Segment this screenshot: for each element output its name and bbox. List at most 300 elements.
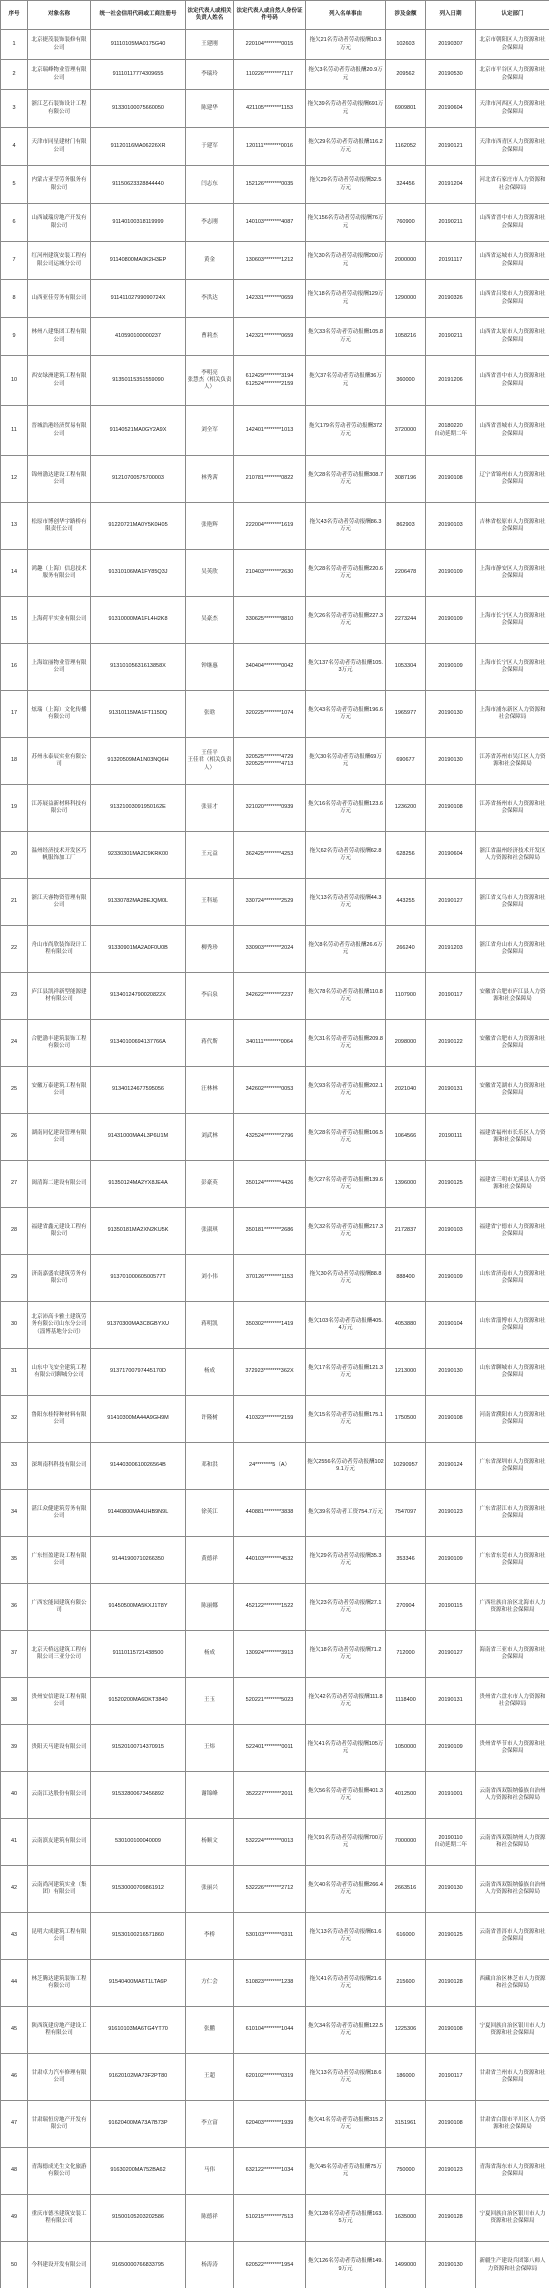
table-row (1, 973, 549, 1020)
cell-reason: 拖欠30名劳动者劳动报酬69万元 (306, 738, 386, 785)
cell-code: 91310000MA1FL4H2K8 (91, 597, 186, 644)
cell-no: 44 (1, 1960, 28, 2007)
cell-dept: 广东省湛江市人力资源和社会保障局 (476, 1490, 549, 1537)
cell-name: 重庆市德丞建筑安装工程有限公司 (28, 2195, 91, 2242)
cell-name: 昆明大成建筑工程有限公司 (28, 1913, 91, 1960)
cell-no: 40 (1, 1772, 28, 1819)
cell-dept: 上海市长宁区人力资源和社会保障局 (476, 644, 549, 691)
cell-rep: 李瑞玲 (186, 60, 234, 90)
cell-date: 20190103 (426, 1208, 476, 1255)
cell-reason: 拖欠30名劳动者劳动报酬88.8万元 (306, 1255, 386, 1302)
cell-id: 440881********3838 (234, 1490, 306, 1537)
table-row (1, 1537, 549, 1584)
cell-amount: 2098000 (386, 1020, 426, 1067)
cell-name: 庐江县凯祥新型能源建材有限公司 (28, 973, 91, 1020)
cell-dept: 云南省普洱市人力资源和社会保障局 (476, 1913, 549, 1960)
cell-dept: 上海市长宁区人力资源和社会保障局 (476, 597, 549, 644)
cell-amount: 1396000 (386, 1161, 426, 1208)
cell-id: 522401********0011 (234, 1725, 306, 1772)
cell-name: 广西宏能园建筑有限公司 (28, 1584, 91, 1631)
cell-code: 91371700797445170D (91, 1349, 186, 1396)
cell-no: 25 (1, 1067, 28, 1114)
cell-reason: 拖欠29名劳动者劳动报酬116.2万元 (306, 128, 386, 166)
cell-name: 林芝腾达建筑装饰工程有限公司 (28, 1960, 91, 2007)
cell-code: 91210700575700003 (91, 456, 186, 503)
cell-no: 5 (1, 166, 28, 204)
cell-rep: 李明亮 张慧杰（相关负责人） (186, 356, 234, 406)
table-row (1, 1396, 549, 1443)
cell-no: 6 (1, 204, 28, 242)
cell-no: 2 (1, 60, 28, 90)
cell-no: 27 (1, 1161, 28, 1208)
cell-rep: 闫志东 (186, 166, 234, 204)
cell-reason: 拖欠27名劳动者劳动报酬139.6万元 (306, 1161, 386, 1208)
cell-reason: 拖欠39名劳动者工资754.7万元 (306, 1490, 386, 1537)
table-row (1, 242, 549, 280)
cell-no: 23 (1, 973, 28, 1020)
table-row (1, 2054, 549, 2101)
cell-no: 36 (1, 1584, 28, 1631)
cell-date: 20190109 (426, 644, 476, 691)
cell-no: 33 (1, 1443, 28, 1490)
cell-name: 炫瑞（上海）文化传播有限公司 (28, 691, 91, 738)
cell-amount: 1064566 (386, 1114, 426, 1161)
cell-reason: 拖欠15名劳动者劳动报酬175.1万元 (306, 1396, 386, 1443)
cell-code: 91350124MA2YX8JE4A (91, 1161, 186, 1208)
table-row (1, 2101, 549, 2148)
cell-id: 342622********2237 (234, 973, 306, 1020)
cell-name: 浙江天睿物资管理有限公司 (28, 879, 91, 926)
cell-name: 今科建设开发有限公司 (28, 2242, 91, 2288)
table-row (1, 318, 549, 356)
cell-dept: 河南省濮阳市人力资源和社会保障局 (476, 1396, 549, 1443)
cell-date: 20190108 (426, 456, 476, 503)
cell-no: 42 (1, 1866, 28, 1913)
table-row (1, 2007, 549, 2054)
cell-code: 91431000MA4L3P6U1M (91, 1114, 186, 1161)
cell-reason: 拖欠13名劳动者劳动报酬18.6万元 (306, 2054, 386, 2101)
cell-code: 91120116MA06226XR (91, 128, 186, 166)
cell-rep: 王玉 (186, 1678, 234, 1725)
cell-id: 362425********4253 (234, 832, 306, 879)
cell-id: 130603********1212 (234, 242, 306, 280)
cell-amount: 3087196 (386, 456, 426, 503)
cell-code: 91441900710266350 (91, 1537, 186, 1584)
cell-date: 20190122 (426, 1020, 476, 1067)
cell-date: 20190117 (426, 973, 476, 1020)
cell-name: 红河州建筑安装工程有限公司运城分公司 (28, 242, 91, 280)
table-row (1, 1819, 549, 1866)
cell-id: 350181********2686 (234, 1208, 306, 1255)
cell-amount: 353346 (386, 1537, 426, 1584)
cell-name: 林州八建集团工程有限公司 (28, 318, 91, 356)
cell-reason: 拖欠23名劳动者劳动报酬27.1万元 (306, 1584, 386, 1631)
cell-no: 41 (1, 1819, 28, 1866)
cell-reason: 拖欠29名劳动者劳动报酬35.3万元 (306, 1537, 386, 1584)
cell-code: 91520100714370915 (91, 1725, 186, 1772)
cell-date: 20191204 (426, 166, 476, 204)
cell-name: 温州经济技术开发区巧帆服饰加工厂 (28, 832, 91, 879)
cell-reason: 拖欠45名劳动者劳动报酬75万元 (306, 2148, 386, 2195)
cell-date: 20190123 (426, 2148, 476, 2195)
cell-amount: 760900 (386, 204, 426, 242)
cell-reason: 拖欠39名劳动者劳动报酬691万元 (306, 90, 386, 128)
cell-code: 91310105631613858X (91, 644, 186, 691)
cell-date: 20190115 (426, 1584, 476, 1631)
cell-dept: 山西省吕梁市人力资源和社会保障局 (476, 280, 549, 318)
cell-dept: 山东省淄博市人力资源和社会保障局 (476, 1302, 549, 1349)
table-row (1, 1349, 549, 1396)
cell-id: 532224********0013 (234, 1819, 306, 1866)
cell-dept: 宁夏回族自治区银川市人力资源和社会保障局 (476, 2195, 549, 2242)
cell-id: 532226********2712 (234, 1866, 306, 1913)
cell-code: 410590100000237 (91, 318, 186, 356)
cell-date: 20190131 (426, 1678, 476, 1725)
cell-no: 35 (1, 1537, 28, 1584)
cell-date: 20191001 (426, 1772, 476, 1819)
cell-no: 24 (1, 1020, 28, 1067)
column-header-amount: 涉及金额 (386, 1, 426, 30)
cell-rep: 陈建华 (186, 90, 234, 128)
cell-amount: 1058216 (386, 318, 426, 356)
cell-date: 20190109 (426, 1255, 476, 1302)
cell-dept: 山东省济南市人力资源和社会保障局 (476, 1255, 549, 1302)
cell-dept: 西藏自治区林芝市人力资源和社会保障局 (476, 1960, 549, 2007)
cell-code: 91350181MA2XN2KU5K (91, 1208, 186, 1255)
cell-no: 39 (1, 1725, 28, 1772)
cell-code: 91340124790020822X (91, 973, 186, 1020)
cell-rep: 刘小伟 (186, 1255, 234, 1302)
cell-dept: 安徽省合肥市庐江县人力资源和社会保障局 (476, 973, 549, 1020)
cell-reason: 拖欠32名劳动者劳动报酬217.3万元 (306, 1208, 386, 1255)
cell-code: 91141102799090724X (91, 280, 186, 318)
cell-rep: 许隆树 (186, 1396, 234, 1443)
cell-amount: 1050000 (386, 1725, 426, 1772)
cell-id: 372923********362X (234, 1349, 306, 1396)
cell-date: 20190604 (426, 832, 476, 879)
cell-amount: 1750500 (386, 1396, 426, 1443)
cell-rep: 杨顺文 (186, 1819, 234, 1866)
cell-amount: 2021040 (386, 1067, 426, 1114)
cell-amount: 2663516 (386, 1866, 426, 1913)
cell-date: 20190108 (426, 1396, 476, 1443)
cell-name: 鲁阳东桂特种材料有限公司 (28, 1396, 91, 1443)
cell-date: 20191206 (426, 356, 476, 406)
cell-amount: 7000000 (386, 1819, 426, 1866)
cell-dept: 浙江省温州经济技术开发区人力资源和社会保障局 (476, 832, 549, 879)
cell-rep: 李洪达 (186, 280, 234, 318)
cell-dept: 广东省东莞市人力资源和社会保障局 (476, 1537, 549, 1584)
cell-id: 340111********0064 (234, 1020, 306, 1067)
cell-amount: 616000 (386, 1913, 426, 1960)
cell-date: 20190109 (426, 550, 476, 597)
cell-code: 91530000709861912 (91, 1866, 186, 1913)
cell-code: 91340124677595056 (91, 1067, 186, 1114)
cell-id: 620403********1939 (234, 2101, 306, 2148)
cell-name: 山东中飞安全建筑工程有限公司聊城分公司 (28, 1349, 91, 1396)
cell-rep: 杨成 (186, 1349, 234, 1396)
cell-name: 北京沛高卡雅土建筑劳务有限公司山东分公司（淄博基地分公司） (28, 1302, 91, 1349)
cell-no: 16 (1, 644, 28, 691)
cell-reason: 拖欠3名劳动者劳动报酬20.9万元 (306, 60, 386, 90)
cell-amount: 4053880 (386, 1302, 426, 1349)
cell-dept: 海南省三亚市人力资源和社会保障局 (476, 1631, 549, 1678)
cell-name: 晋城浩港经济贸易有限公司 (28, 406, 91, 456)
cell-no: 11 (1, 406, 28, 456)
cell-id: 432524********2796 (234, 1114, 306, 1161)
cell-rep: 汪林林 (186, 1067, 234, 1114)
table-row (1, 60, 549, 90)
cell-dept: 广西壮族自治区北海市人力资源和社会保障局 (476, 1584, 549, 1631)
cell-id: 152126********0035 (234, 166, 306, 204)
cell-date: 20190130 (426, 2242, 476, 2288)
cell-rep: 吴豪杰 (186, 597, 234, 644)
cell-name: 云南江达股份有限公司 (28, 1772, 91, 1819)
cell-amount: 2000000 (386, 242, 426, 280)
cell-date: 20190104 (426, 1302, 476, 1349)
cell-id: 612429********3194 612524********2159 (234, 356, 306, 406)
cell-code: 91140521MA0GY2A9X (91, 406, 186, 456)
table-row (1, 691, 549, 738)
table-row (1, 644, 549, 691)
cell-reason: 拖欠30名劳动者劳动报酬200万元 (306, 242, 386, 280)
cell-rep: 曹莉杰 (186, 318, 234, 356)
cell-dept: 河北省石家庄市人力资源和社会保障局 (476, 166, 549, 204)
cell-reason: 拖欠43名劳动者劳动报酬196.6万元 (306, 691, 386, 738)
cell-id: 352227********2011 (234, 1772, 306, 1819)
cell-no: 31 (1, 1349, 28, 1396)
cell-amount: 4012500 (386, 1772, 426, 1819)
cell-rep: 马伟 (186, 2148, 234, 2195)
cell-rep: 钟继惠 (186, 644, 234, 691)
cell-reason: 拖欠17名劳动者劳动报酬121.3万元 (306, 1349, 386, 1396)
column-header-name: 对象名称 (28, 1, 91, 30)
cell-date: 20190326 (426, 280, 476, 318)
cell-name: 青海德成光生文化旅游有限公司 (28, 2148, 91, 2195)
cell-date: 20190604 (426, 90, 476, 128)
table-row (1, 926, 549, 973)
cell-id: 210403********2630 (234, 550, 306, 597)
table-row (1, 738, 549, 785)
cell-id: 220104********0015 (234, 30, 306, 60)
cell-no: 7 (1, 242, 28, 280)
cell-rep: 于建军 (186, 128, 234, 166)
cell-rep: 谢锦峰 (186, 1772, 234, 1819)
cell-rep: 刘武林 (186, 1114, 234, 1161)
cell-amount: 1965977 (386, 691, 426, 738)
cell-id: 142321********0659 (234, 318, 306, 356)
cell-id: 330724********2529 (234, 879, 306, 926)
table-row (1, 1631, 549, 1678)
cell-reason: 拖欠18名劳动者劳动报酬71.2万元 (306, 1631, 386, 1678)
cell-name: 山西诚瑞房地产开发有限公司 (28, 204, 91, 242)
table-row (1, 356, 549, 406)
cell-id: 320525********4729 320525********4713 (234, 738, 306, 785)
cell-reason: 拖欠156名劳动者劳动报酬76万元 (306, 204, 386, 242)
cell-no: 18 (1, 738, 28, 785)
cell-rep: 张鹏 (186, 2007, 234, 2054)
cell-dept: 山西省运城市人力资源和社会保障局 (476, 242, 549, 280)
table-row (1, 2195, 549, 2242)
cell-amount: 6909801 (386, 90, 426, 128)
cell-no: 17 (1, 691, 28, 738)
cell-amount: 324456 (386, 166, 426, 204)
cell-code: 91140800MA0K2H3EP (91, 242, 186, 280)
table-row (1, 832, 549, 879)
cell-amount: 360000 (386, 356, 426, 406)
table-row (1, 1208, 549, 1255)
table-row (1, 503, 549, 550)
cell-dept: 山西省太原市人力资源和社会保障局 (476, 318, 549, 356)
cell-dept: 浙江省舟山市人力资源和社会保障局 (476, 926, 549, 973)
cell-id: 350124********4426 (234, 1161, 306, 1208)
cell-reason: 拖欠128名劳动者劳动报酬163.5万元 (306, 2195, 386, 2242)
cell-code: 91370100060500577T (91, 1255, 186, 1302)
cell-id: 330625********8810 (234, 597, 306, 644)
cell-no: 28 (1, 1208, 28, 1255)
cell-reason: 拖欠28名劳动者劳动报酬106.5万元 (306, 1114, 386, 1161)
cell-reason: 拖欠2556名劳动者劳动报酬1029.1万元 (306, 1443, 386, 1490)
cell-amount: 102603 (386, 30, 426, 60)
column-header-rep: 法定代表人或相关负责人姓名 (186, 1, 234, 30)
cell-rep: 刘全军 (186, 406, 234, 456)
cell-rep: 杨涛涛 (186, 2242, 234, 2288)
cell-dept: 天津市西青区人力资源和社会保障局 (476, 128, 549, 166)
cell-dept: 云南省西双版纳州人力资源和社会保障局 (476, 1819, 549, 1866)
cell-date: 20190103 (426, 503, 476, 550)
cell-code: 91530100216571860 (91, 1913, 186, 1960)
header-row (1, 1, 549, 30)
cell-no: 4 (1, 128, 28, 166)
cell-date: 20190128 (426, 2195, 476, 2242)
table-row (1, 1866, 549, 1913)
cell-dept: 甘肃省白银市平川区人力资源和社会保障局 (476, 2101, 549, 2148)
cell-code: 91110117774309655 (91, 60, 186, 90)
table-row (1, 90, 549, 128)
cell-no: 34 (1, 1490, 28, 1537)
cell-reason: 拖欠40名劳动者劳动报酬266.4万元 (306, 1866, 386, 1913)
table-row (1, 879, 549, 926)
cell-no: 49 (1, 2195, 28, 2242)
cell-code: 91650000766833795 (91, 2242, 186, 2288)
cell-reason: 拖欠29名劳动者劳动报酬32.5万元 (306, 166, 386, 204)
cell-no: 29 (1, 1255, 28, 1302)
cell-name: 舟山市尚欣装饰设计工程有限公司 (28, 926, 91, 973)
cell-dept: 福建省三明市尤溪县人力资源和社会保障局 (476, 1161, 549, 1208)
cell-dept: 安徽省合肥市人力资源和社会保障局 (476, 1020, 549, 1067)
cell-id: 410323********2159 (234, 1396, 306, 1443)
cell-id: 440103********4532 (234, 1537, 306, 1584)
cell-no: 48 (1, 2148, 28, 2195)
cell-no: 12 (1, 456, 28, 503)
cell-amount: 1236200 (386, 785, 426, 832)
cell-date: 20190121 (426, 128, 476, 166)
cell-dept: 云南省西双版纳傣族自治州人力资源和社会保障局 (476, 1772, 549, 1819)
cell-name: 广东恒盈建设工程有限公司 (28, 1537, 91, 1584)
cell-reason: 拖欠31名劳动者劳动报酬209.8万元 (306, 1020, 386, 1067)
cell-date: 20190130 (426, 1349, 476, 1396)
cell-amount: 2172837 (386, 1208, 426, 1255)
table-row (1, 1772, 549, 1819)
cell-id: 321020********0939 (234, 785, 306, 832)
cell-name: 云南尚河建筑实业（集团）有限公司 (28, 1866, 91, 1913)
cell-code: 91330782MA28EJQM0L (91, 879, 186, 926)
cell-id: 520221********5023 (234, 1678, 306, 1725)
cell-date: 20190127 (426, 879, 476, 926)
cell-amount: 209562 (386, 60, 426, 90)
column-header-date: 列入日期 (426, 1, 476, 30)
cell-name: 安徽万泰建筑工程有限公司 (28, 1067, 91, 1114)
cell-dept: 辽宁省锦州市人力资源和社会保障局 (476, 456, 549, 503)
cell-amount: 1290000 (386, 280, 426, 318)
table-row (1, 204, 549, 242)
cell-no: 47 (1, 2101, 28, 2148)
cell-dept: 贵州省毕节市人力资源和社会保障局 (476, 1725, 549, 1772)
cell-id: 222004********1619 (234, 503, 306, 550)
cell-no: 13 (1, 503, 28, 550)
cell-date: 20190109 (426, 1725, 476, 1772)
cell-rep: 李桥 (186, 1913, 234, 1960)
cell-date: 20190108 (426, 2007, 476, 2054)
cell-code: 91140100318119999 (91, 204, 186, 242)
cell-amount: 270904 (386, 1584, 426, 1631)
cell-code: 91410300MA44A9GH9M (91, 1396, 186, 1443)
cell-date: 20190130 (426, 691, 476, 738)
cell-reason: 拖欠33名劳动者劳动报酬105.8万元 (306, 318, 386, 356)
cell-date: 20190109 (426, 1537, 476, 1584)
cell-rep: 张显才 (186, 785, 234, 832)
cell-reason: 拖欠42名劳动者劳动报酬111.8万元 (306, 1678, 386, 1725)
cell-code: 91220721MA0Y5K0H05 (91, 503, 186, 550)
table-row (1, 1020, 549, 1067)
cell-code: 91540400MA6T1LTA6P (91, 1960, 186, 2007)
cell-code: 91330901MA2A0F0U0B (91, 926, 186, 973)
cell-reason: 拖欠62名劳动者劳动报酬62.8万元 (306, 832, 386, 879)
cell-rep: 李志刚 (186, 204, 234, 242)
table-row (1, 2148, 549, 2195)
table-body (1, 30, 549, 2288)
cell-rep: 蒋明凯 (186, 1302, 234, 1349)
cell-dept: 贵州省六盘水市人力资源和社会保障局 (476, 1678, 549, 1725)
cell-rep: 李启泉 (186, 973, 234, 1020)
cell-rep: 方仁会 (186, 1960, 234, 2007)
cell-dept: 安徽省芜湖市人力资源和社会保障局 (476, 1067, 549, 1114)
table-row (1, 785, 549, 832)
cell-date: 20190128 (426, 1960, 476, 2007)
cell-code: 91110105MA0175G40 (91, 30, 186, 60)
cell-code: 91500105203202586 (91, 2195, 186, 2242)
cell-id: 120111********0016 (234, 128, 306, 166)
cell-reason: 拖欠126名劳动者劳动报酬149.9万元 (306, 2242, 386, 2288)
cell-no: 8 (1, 280, 28, 318)
cell-name: 深圳南科科技有限公司 (28, 1443, 91, 1490)
cell-code: 91150623328844440 (91, 166, 186, 204)
cell-name: 北京瑞峰物业管理有限公司 (28, 60, 91, 90)
cell-reason: 拖欠56名劳动者劳动报酬401.3万元 (306, 1772, 386, 1819)
cell-date: 20190111 (426, 1114, 476, 1161)
cell-code: 91350115351559090 (91, 356, 186, 406)
cell-name: 甘肃卓力汽车修理有限公司 (28, 2054, 91, 2101)
cell-amount: 266240 (386, 926, 426, 973)
cell-id: 610104********1044 (234, 2007, 306, 2054)
cell-no: 26 (1, 1114, 28, 1161)
cell-rep: 王炜 (186, 1725, 234, 1772)
cell-rep: 黄金 (186, 242, 234, 280)
cell-amount: 690677 (386, 738, 426, 785)
cell-reason: 拖欠91名劳动者劳动报酬700万元 (306, 1819, 386, 1866)
cell-reason: 拖欠34名劳动者劳动报酬122.5万元 (306, 2007, 386, 2054)
cell-amount: 3720000 (386, 406, 426, 456)
